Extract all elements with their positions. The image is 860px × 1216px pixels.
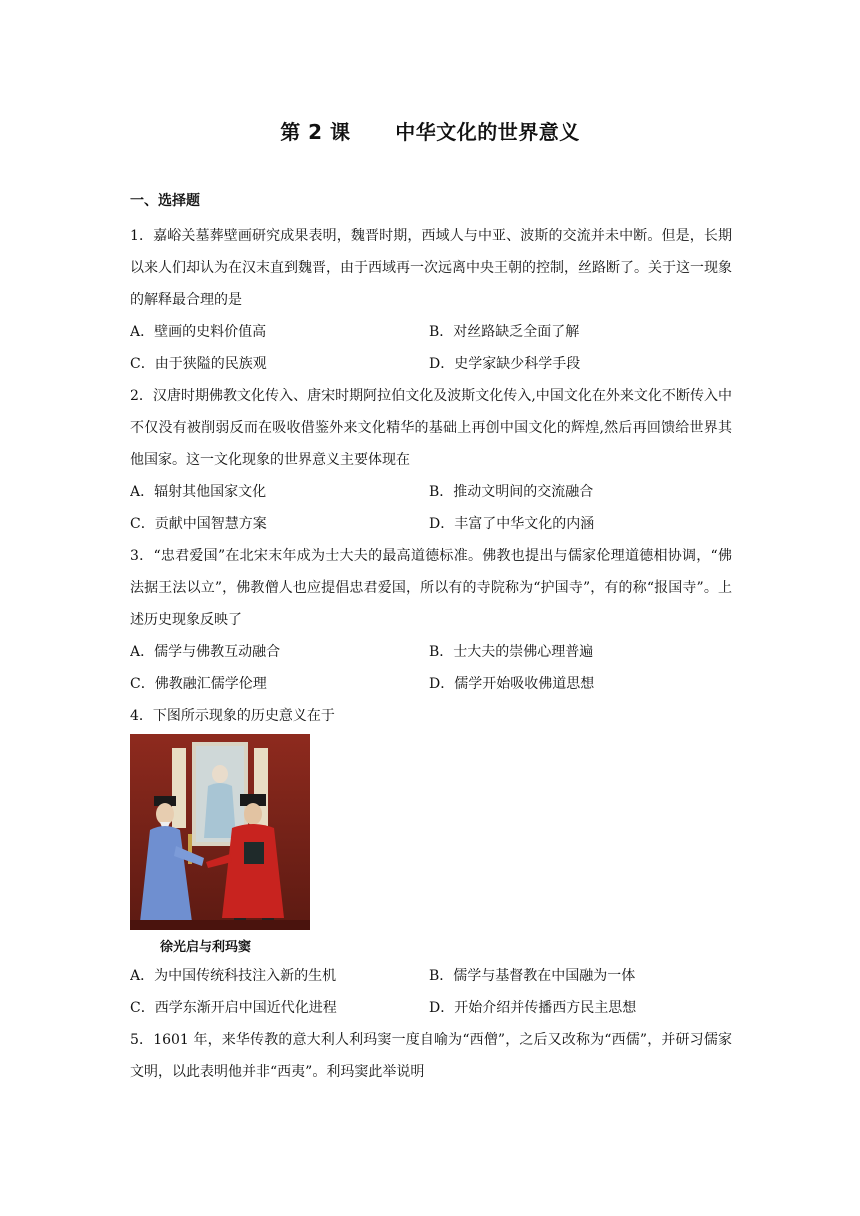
question-list (130, 220, 732, 1088)
question-stem: 1．嘉峪关墓葬壁画研究成果表明，魏晋时期，西域人与中亚、波斯的交流并未中断。但是，长期以来人们却认为在汉末直到魏晋，由于西域再一次远离中央王朝的控制，丝路断了。关于这一现象的解释最合理的是 (130, 228, 732, 308)
question-4 (130, 700, 732, 1024)
page-title: 第 2 课 中华文化的世界意义 (280, 120, 580, 144)
option-b[interactable]: B．对丝路缺乏全面了解 (429, 324, 580, 340)
question-stem: 4．下图所示现象的历史意义在于 (130, 708, 335, 724)
option-b[interactable]: B．推动文明间的交流融合 (429, 484, 594, 500)
option-c[interactable]: C．由于狭隘的民族观 (130, 356, 267, 372)
option-a[interactable]: A．辐射其他国家文化 (130, 484, 267, 500)
question-stem: 3．“忠君爱国”在北宋末年成为士大夫的最高道德标准。佛教也提出与儒家伦理道德相协调，“佛法据王法以立”，佛教僧人也应提倡忠君爱国，所以有的寺院称为“护国寺”，有的称“报国寺”。上述历史现象反映了 (130, 548, 732, 628)
option-grid (130, 636, 732, 700)
option-a[interactable]: A．壁画的史料价值高 (130, 324, 267, 340)
section-heading: 一、选择题 (130, 193, 200, 209)
option-c[interactable]: C．西学东渐开启中国近代化进程 (130, 1000, 337, 1016)
option-b[interactable]: B．儒学与基督教在中国融为一体 (429, 968, 636, 984)
figure-caption: 徐光启与利玛窦 (160, 940, 252, 955)
option-a[interactable]: A．为中国传统科技注入新的生机 (130, 968, 337, 984)
option-grid (130, 316, 732, 380)
option-b[interactable]: B．士大夫的崇佛心理普遍 (429, 644, 594, 660)
question-2 (130, 380, 732, 540)
question-3 (130, 540, 732, 700)
option-d[interactable]: D．丰富了中华文化的内涵 (429, 516, 595, 532)
option-grid (130, 960, 732, 1024)
question-stem: 2．汉唐时期佛教文化传入、唐宋时期阿拉伯文化及波斯文化传入,中国文化在外来文化不断传入中不仅没有被削弱反而在吸收借鉴外来文化精华的基础上再创中国文化的辉煌,然后再回馈给世界其他国家。这一文化现象的世界意义主要体现在 (130, 388, 732, 468)
figure (130, 734, 732, 958)
option-d[interactable]: D．史学家缺少科学手段 (429, 356, 581, 372)
painting-image (130, 734, 310, 930)
option-a[interactable]: A．儒学与佛教互动融合 (130, 644, 281, 660)
option-grid (130, 476, 732, 540)
option-d[interactable]: D．儒学开始吸收佛道思想 (429, 676, 595, 692)
option-d[interactable]: D．开始介绍并传播西方民主思想 (429, 1000, 637, 1016)
option-c[interactable]: C．佛教融汇儒学伦理 (130, 676, 267, 692)
question-5 (130, 1024, 732, 1088)
option-c[interactable]: C．贡献中国智慧方案 (130, 516, 267, 532)
question-1 (130, 220, 732, 380)
question-stem: 5．1601 年，来华传教的意大利人利玛窦一度自喻为“西僧”，之后又改称为“西儒”，并研习儒家文明，以此表明他并非“西夷”。利玛窦此举说明 (130, 1032, 732, 1080)
